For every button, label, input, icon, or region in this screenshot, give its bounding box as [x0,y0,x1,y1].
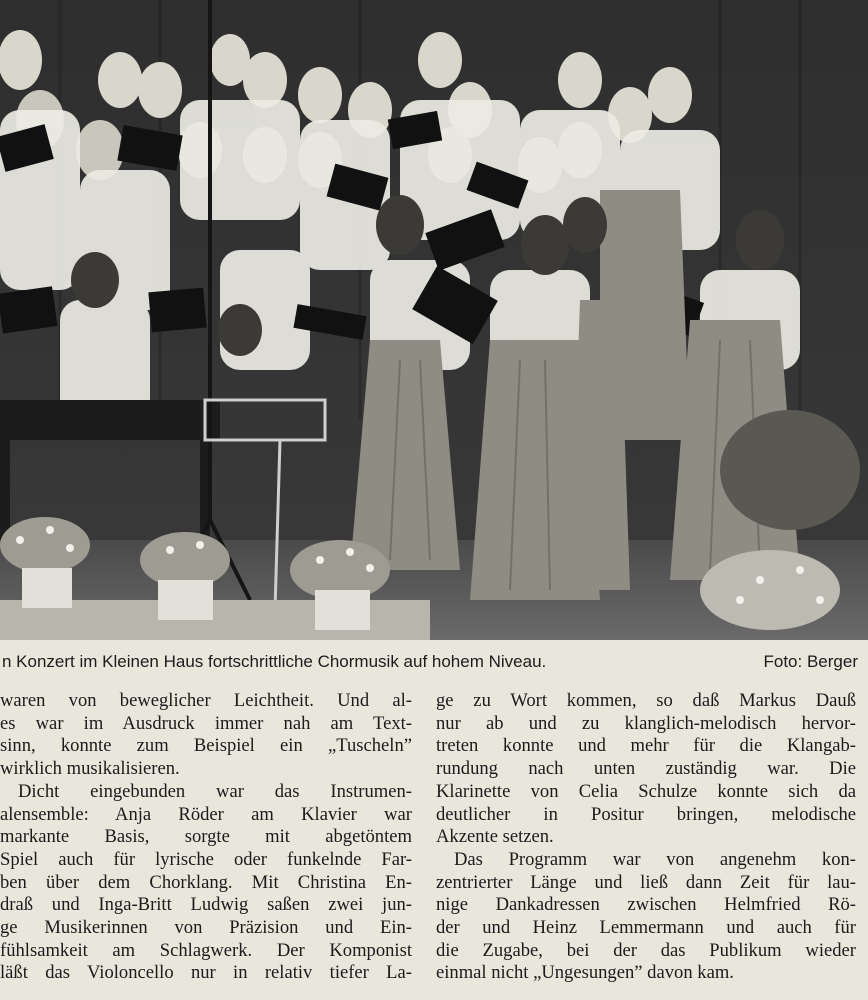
text-line: einmal nicht „Ungesungen” davon kam. [436,962,734,984]
text-line: es war im Ausdruck immer nah am Text- [0,712,412,734]
text-line: nur ab und zu klanglich-melodisch hervor- [436,712,856,734]
text-line: die Zugabe, bei der das Publikum wieder [436,939,856,961]
text-line: markante Basis, sorgte mit abgetöntem [0,826,412,848]
text-line: rundung nach unten zuständig war. Die [436,758,856,780]
text-line: ge zu Wort kommen, so daß Markus Dauß [436,690,856,711]
text-line: ben über dem Chorklang. Mit Christina En- [0,871,412,893]
text-line: Das Programm war von angenehm kon- [454,848,856,870]
text-line: Spiel auch für lyrische oder funkelnde Far- [0,848,412,870]
text-line: ge Musikerinnen von Präzision und Ein- [0,917,412,939]
text-line: waren von beweglicher Leichtheit. Und al- [0,690,412,711]
caption-text: n Konzert im Kleinen Haus fortschrittliche Chormusik auf hohem Niveau. [2,652,547,671]
article-column-left [0,690,412,985]
text-line: alensemble: Anja Röder am Klavier war [0,803,412,825]
text-line: läßt das Violoncello nur in relativ tiefer La- [0,962,412,984]
text-line: deutlicher in Positur bringen, melodische [436,803,856,825]
text-line: der und Heinz Lemmermann und auch für [436,917,856,939]
photo-caption [0,652,868,678]
article-column-right [436,690,856,985]
text-line: Akzente setzen. [436,826,554,848]
text-line: wirklich musikalisieren. [0,758,180,780]
text-line: sinn, konnte zum Beispiel ein „Tuscheln” [0,735,412,757]
text-line: treten konnte und mehr für die Klangab- [436,735,856,757]
text-line: Dicht eingebunden war das Instrumen- [18,780,412,802]
photo-credit: Foto: Berger [763,652,858,671]
text-line: Klarinette von Celia Schulze konnte sich da [436,780,856,802]
text-line: draß und Inga-Britt Ludwig saßen zwei jun- [0,894,412,916]
text-line: nige Dankadressen zwischen Helmfried Rö- [436,894,856,916]
text-line: fühlsamkeit am Schlagwerk. Der Komponist [0,939,412,961]
text-line: zentrierter Länge und ließ dann Zeit für lau- [436,871,856,893]
